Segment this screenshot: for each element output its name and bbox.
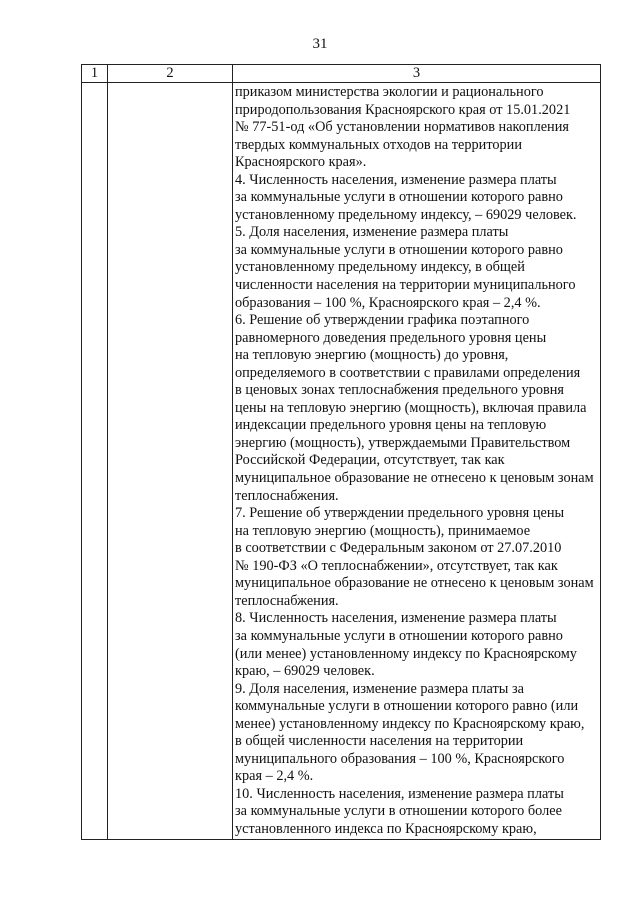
text-line: за коммунальные услуги в отношении которого равно	[235, 189, 563, 206]
text-line: установленного индекса по Красноярскому краю,	[235, 820, 537, 837]
text-line: 4. Численность населения, изменение размера платы	[235, 171, 557, 188]
text-line: коммунальные услуги в отношении которого равно (или	[235, 698, 579, 715]
table-row	[82, 83, 601, 840]
text-line: муниципального образования – 100 %, Красноярского	[235, 750, 565, 767]
text-line: приказом министерства экологии и рационального	[235, 84, 544, 100]
text-line: краю, – 69029 человек.	[235, 663, 375, 680]
text-line: равномерного доведения предельного уровня цены	[235, 329, 547, 346]
text-line: твердых коммунальных отходов на территории	[235, 136, 522, 153]
text-line: муниципальное образование не отнесено к ценовым зонам	[235, 575, 594, 592]
text-line: в соответствии с Федеральным законом от 27.07.2010	[235, 540, 562, 557]
text-line: менее) установленному индексу по Красноярскому краю,	[235, 715, 585, 732]
text-line: образования – 100 %, Красноярского края – 2,4 %.	[235, 294, 541, 311]
text-line: за коммунальные услуги в отношении которого более	[235, 803, 562, 820]
document-table	[81, 64, 601, 840]
text-line: № 190-ФЗ «О теплоснабжении», отсутствует, так как	[235, 557, 558, 574]
text-line: в ценовых зонах теплоснабжения предельного уровня	[235, 382, 564, 399]
text-line: 9. Доля населения, изменение размера платы за	[235, 680, 524, 697]
text-line: теплоснабжения.	[235, 487, 339, 504]
text-line: Красноярского края».	[235, 154, 367, 171]
text-line: муниципальное образование не отнесено к ценовым зонам	[235, 470, 594, 487]
text-line: численности населения на территории муниципального	[235, 277, 576, 294]
text-line: природопользования Красноярского края от 15.01.2021	[235, 101, 571, 118]
text-line: индексации предельного уровня цены на тепловую	[235, 417, 547, 434]
text-line: энергию (мощность), утверждаемыми Правительством	[235, 434, 571, 451]
text-line: теплоснабжения.	[235, 592, 339, 609]
text-line: № 77-51-од «Об установлении нормативов накопления	[235, 119, 569, 136]
text-line: края – 2,4 %.	[235, 768, 314, 785]
text-line: установленному предельному индексу, в общей	[235, 259, 525, 276]
column-header-1: 1	[82, 65, 108, 83]
text-line: установленному предельному индексу, – 69029 человек.	[235, 206, 577, 223]
text-line: за коммунальные услуги в отношении которого равно	[235, 627, 563, 644]
column-3-cell	[233, 83, 601, 840]
table-header-row	[82, 65, 601, 83]
column-header-2: 2	[108, 65, 233, 83]
text-line: за коммунальные услуги в отношении которого равно	[235, 241, 563, 258]
text-line: (или менее) установленному индексу по Красноярскому	[235, 645, 577, 662]
column-3-text	[233, 83, 600, 839]
text-line: Российской Федерации, отсутствует, так как	[235, 452, 505, 469]
text-line: 7. Решение об утверждении предельного уровня цены	[235, 505, 565, 522]
column-1-cell	[82, 83, 108, 840]
page-number: 31	[312, 36, 328, 52]
column-2-cell	[108, 83, 233, 840]
column-header-3: 3	[233, 65, 601, 83]
text-line: 6. Решение об утверждении графика поэтапного	[235, 312, 530, 329]
text-line: на тепловую энергию (мощность) до уровня,	[235, 347, 509, 364]
text-line: в общей численности населения на территории	[235, 733, 524, 750]
text-line: на тепловую энергию (мощность), принимаемое	[235, 522, 531, 539]
text-line: 10. Численность населения, изменение размера платы	[235, 785, 564, 802]
text-line: определяемого в соответствии с правилами определения	[235, 364, 581, 381]
text-line: 8. Численность населения, изменение размера платы	[235, 610, 557, 627]
text-line: 5. Доля населения, изменение размера платы	[235, 224, 509, 241]
text-line: цены на тепловую энергию (мощность), включая правила	[235, 399, 587, 416]
